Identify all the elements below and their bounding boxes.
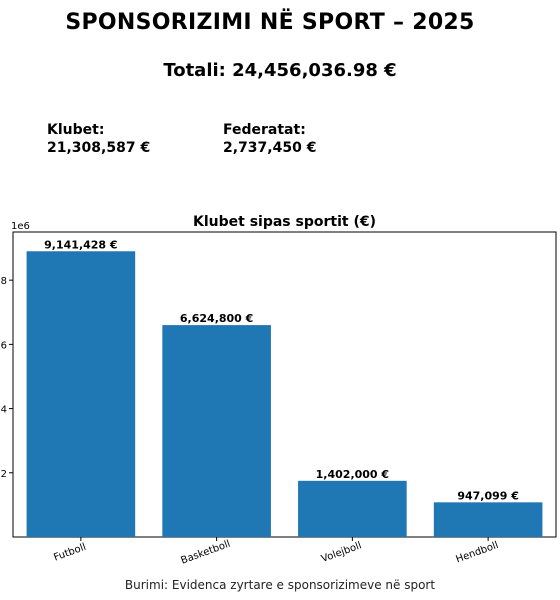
total-amount: Totali: 24,456,036.98 € <box>163 60 397 81</box>
bar-value-label: 6,624,800 € <box>179 312 254 326</box>
bar-value-label: 1,402,000 € <box>315 467 390 481</box>
x-tick-label: Futboll <box>52 541 88 564</box>
clubs-value: 21,308,587 € <box>47 140 151 156</box>
bar-futboll <box>27 251 136 537</box>
federations-value: 2,737,450 € <box>223 140 317 156</box>
clubs-label: Klubet: <box>47 122 105 138</box>
chart-title: Klubet sipas sportit (€) <box>193 214 376 230</box>
source-note: Burimi: Evidenca zyrtare e sponsorizimeve në sport <box>124 578 436 592</box>
federations-label: Federatat: <box>223 122 306 138</box>
y-tick-label: 8 <box>0 276 7 288</box>
y-tick-label: 4 <box>0 404 7 416</box>
bar-value-label: 9,141,428 € <box>44 238 118 252</box>
x-tick-label: Basketboll <box>179 538 232 567</box>
y-axis-offset-label: 1e6 <box>11 221 30 232</box>
page-title: SPONSORIZIMI NË SPORT – 2025 <box>65 10 475 35</box>
bar-value-label: 947,099 € <box>457 489 519 503</box>
x-tick-label: Volejboll <box>319 540 364 565</box>
bar-volejboll <box>298 481 407 537</box>
y-tick-label: 2 <box>0 468 7 480</box>
y-tick-label: 6 <box>0 340 7 352</box>
bar-hendboll <box>434 502 543 537</box>
bar-basketboll <box>162 325 271 537</box>
x-tick-label: Hendboll <box>454 539 501 566</box>
